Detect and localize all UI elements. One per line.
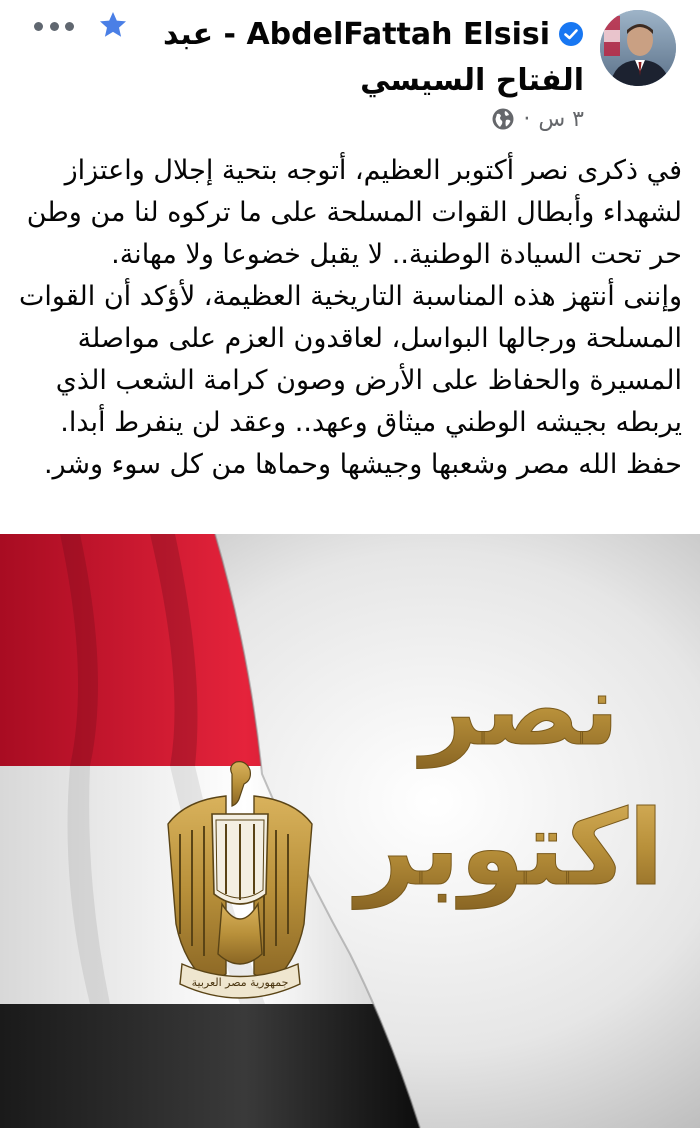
globe-icon[interactable] <box>491 107 515 131</box>
post-paragraph: وإننى أنتهز هذه المناسبة التاريخية العظيمة، لأؤكد أن القوات المسلحة ورجالها البواسل، لعاقدون العزم على مواصلة المسيرة والحفاظ على الأرض وصون كرامة الشعب الذي يربطه بجيشه الوطني ميثاق وعهد.. وعقد لن ينفرط أبدا. <box>19 281 682 438</box>
star-icon[interactable] <box>98 10 128 40</box>
post-body <box>18 150 682 486</box>
post-paragraph: حفظ الله مصر وشعبها وجيشها وحماها من كل سوء وشر. <box>43 449 682 480</box>
author-name[interactable] <box>104 12 584 104</box>
post-timestamp[interactable]: ٣ س <box>538 106 584 132</box>
image-title-line2: اكتوبر <box>356 787 664 909</box>
post-image[interactable] <box>0 534 700 1128</box>
post-header <box>0 0 700 140</box>
post-meta <box>491 104 584 134</box>
image-title-line1: نصر <box>420 651 620 768</box>
more-options-icon[interactable] <box>34 18 74 34</box>
post-paragraph: في ذكرى نصر أكتوبر العظيم، أتوجه بتحية إجلال واعتزاز لشهداء وأبطال القوات المسلحة على ما تركوه لنا من وطن حر تحت السيادة الوطنية.. لا يقبل خضوعا ولا مهانة. <box>26 155 682 270</box>
meta-separator: · <box>523 106 531 132</box>
author-avatar[interactable] <box>600 10 676 86</box>
emblem-text: جمهورية مصر العربية <box>191 976 289 989</box>
verified-badge-icon <box>558 21 584 47</box>
author-name-text: AbdelFattah Elsisi - عبد الفتاح السيسي <box>163 17 584 98</box>
